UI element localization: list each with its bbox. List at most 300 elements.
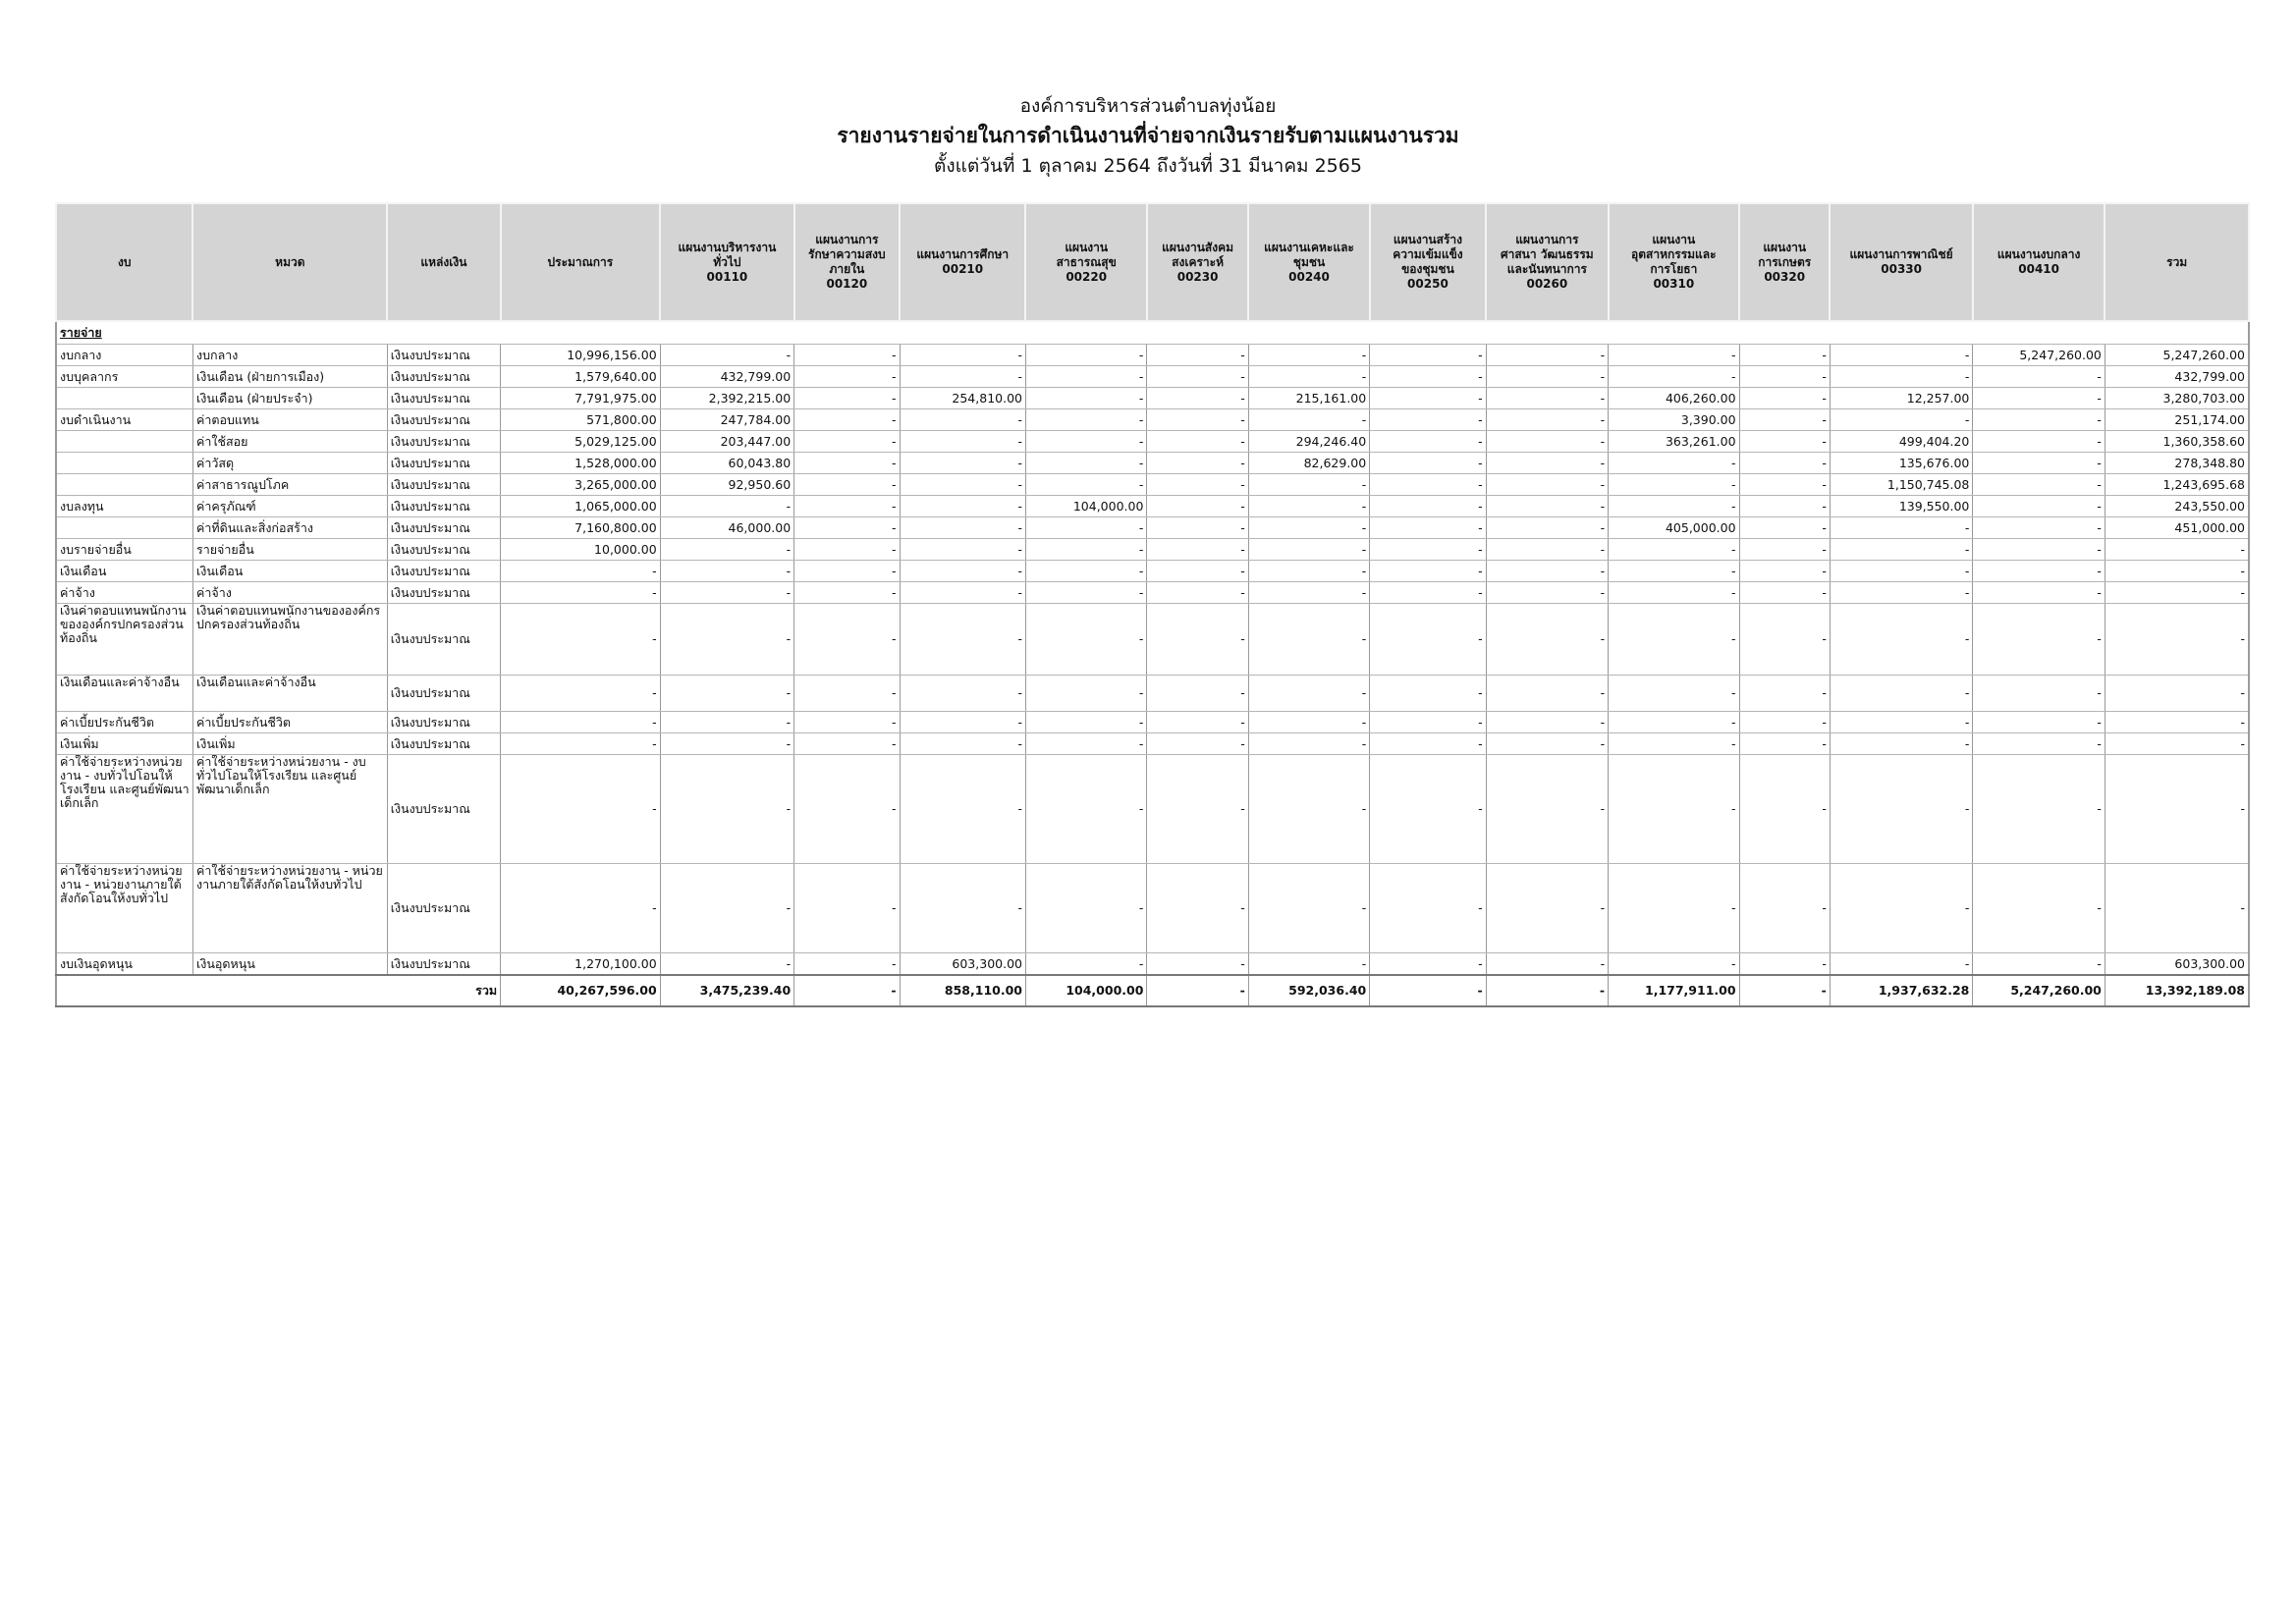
amount-cell: 247,784.00 [660,409,793,431]
amount-cell: - [1609,453,1739,474]
amount-cell: 60,043.80 [660,453,793,474]
amount-cell: - [794,561,900,582]
amount-cell: - [501,712,661,733]
amount-cell: - [794,582,900,604]
amount-cell: - [1609,953,1739,976]
amount-cell: - [1370,409,1486,431]
amount-cell: - [1147,604,1248,676]
amount-cell: - [1739,864,1830,953]
amount-cell: - [1973,755,2105,864]
total-amount-cell: 1,177,911.00 [1609,975,1739,1006]
total-row [56,975,2249,1006]
amount-cell: - [1025,561,1146,582]
amount-cell: - [1147,755,1248,864]
amount-cell: 104,000.00 [1025,496,1146,517]
amount-cell: - [1609,755,1739,864]
amount-cell: - [2105,712,2249,733]
label-cell: เงินงบประมาณ [387,561,500,582]
total-amount-cell: - [794,975,900,1006]
amount-cell: - [1370,864,1486,953]
amount-cell: - [1486,676,1608,712]
amount-cell: - [501,733,661,755]
total-amount-cell: - [1370,975,1486,1006]
label-cell: เงินค่าตอบแทนพนักงานขององค์กรปกครองส่วนท้องถิ่น [56,604,192,676]
amount-cell: - [1973,676,2105,712]
amount-cell: 139,550.00 [1830,496,1973,517]
label-cell: เงินงบประมาณ [387,517,500,539]
amount-cell: - [1739,733,1830,755]
label-cell: เงินงบประมาณ [387,431,500,453]
amount-cell: - [1370,582,1486,604]
label-cell: เงินงบประมาณ [387,733,500,755]
amount-cell: - [1025,453,1146,474]
amount-cell: - [1147,431,1248,453]
amount-cell: - [1486,345,1608,366]
table-row [56,345,2249,366]
amount-cell: - [1609,604,1739,676]
amount-cell: - [794,388,900,409]
amount-cell: - [1025,517,1146,539]
amount-cell: - [1370,539,1486,561]
amount-cell: - [1147,517,1248,539]
amount-cell: - [794,345,900,366]
amount-cell: - [1609,582,1739,604]
amount-cell: - [1025,604,1146,676]
amount-cell: - [1147,345,1248,366]
amount-cell: - [900,496,1025,517]
amount-cell: - [1147,582,1248,604]
section-row [56,321,2249,345]
amount-cell: - [1973,431,2105,453]
amount-cell: - [1739,539,1830,561]
amount-cell: - [660,676,793,712]
amount-cell: - [1609,474,1739,496]
amount-cell: - [900,733,1025,755]
label-cell: เงินงบประมาณ [387,953,500,976]
amount-cell: - [1025,953,1146,976]
amount-cell: - [1486,474,1608,496]
amount-cell: - [1486,561,1608,582]
table-row [56,539,2249,561]
label-cell [56,474,192,496]
amount-cell: - [1739,755,1830,864]
amount-cell: - [1248,539,1369,561]
amount-cell: - [1739,712,1830,733]
amount-cell: - [900,345,1025,366]
amount-cell: - [1973,366,2105,388]
label-cell: เงินเดือน (ฝ่ายประจำ) [192,388,387,409]
amount-cell: 603,300.00 [900,953,1025,976]
label-cell: ค่าจ้าง [56,582,192,604]
amount-cell: - [1248,409,1369,431]
amount-cell: - [501,561,661,582]
amount-cell: - [794,517,900,539]
table-row [56,474,2249,496]
amount-cell: - [501,864,661,953]
amount-cell: - [2105,733,2249,755]
column-header: แผนงาน การเกษตร 00320 [1739,203,1830,321]
amount-cell: - [1025,539,1146,561]
amount-cell: - [660,604,793,676]
label-cell: เงินเดือน [192,561,387,582]
amount-cell: 432,799.00 [660,366,793,388]
amount-cell: 2,392,215.00 [660,388,793,409]
label-cell: เงินงบประมาณ [387,604,500,676]
amount-cell: - [1973,453,2105,474]
amount-cell: - [1973,733,2105,755]
amount-cell: - [794,755,900,864]
amount-cell: - [1830,604,1973,676]
label-cell [56,431,192,453]
amount-cell: - [1486,409,1608,431]
label-cell: ค่าใช้จ่ายระหว่างหน่วยงาน - งบทั่วไปโอนให้โรงเรียน และศูนย์พัฒนาเด็กเล็ก [56,755,192,864]
label-cell: เงินงบประมาณ [387,864,500,953]
amount-cell: - [1248,733,1369,755]
amount-cell: - [1486,712,1608,733]
column-header: แผนงาน สาธารณสุข 00220 [1025,203,1146,321]
amount-cell: - [1486,755,1608,864]
amount-cell: - [1248,755,1369,864]
table-row [56,388,2249,409]
amount-cell: - [1486,953,1608,976]
label-cell: ค่าใช้จ่ายระหว่างหน่วยงาน - หน่วยงานภายใต้สังกัดโอนให้งบทั่วไป [56,864,192,953]
label-cell: เงินเพิ่ม [192,733,387,755]
amount-cell: - [1830,676,1973,712]
amount-cell: - [900,409,1025,431]
amount-cell: - [1609,496,1739,517]
amount-cell: - [1739,582,1830,604]
expenditure-table [55,202,2250,1007]
amount-cell: - [2105,561,2249,582]
amount-cell: - [1025,733,1146,755]
amount-cell: - [900,453,1025,474]
amount-cell: - [900,539,1025,561]
amount-cell: - [1025,712,1146,733]
amount-cell: - [1830,582,1973,604]
total-amount-cell: - [1486,975,1608,1006]
amount-cell: - [1025,755,1146,864]
amount-cell: - [900,517,1025,539]
column-header: แผนงานสังคม สงเคราะห์ 00230 [1147,203,1248,321]
amount-cell: - [1370,676,1486,712]
amount-cell: - [1248,864,1369,953]
table-row [56,755,2249,864]
label-cell: เงินงบประมาณ [387,409,500,431]
amount-cell: - [900,604,1025,676]
table-row [56,517,2249,539]
table-row [56,561,2249,582]
amount-cell: 1,270,100.00 [501,953,661,976]
amount-cell: 499,404.20 [1830,431,1973,453]
amount-cell: - [1609,712,1739,733]
total-label: รวม [56,975,501,1006]
label-cell: งบดำเนินงาน [56,409,192,431]
amount-cell: - [1973,409,2105,431]
amount-cell: 1,360,358.60 [2105,431,2249,453]
table-row [56,496,2249,517]
amount-cell: - [1248,517,1369,539]
table-row [56,712,2249,733]
label-cell [56,388,192,409]
report-period: ตั้งแต่วันที่ 1 ตุลาคม 2564 ถึงวันที่ 31 มีนาคม 2565 [934,155,1362,177]
amount-cell: - [1147,676,1248,712]
amount-cell: 451,000.00 [2105,517,2249,539]
total-amount-cell: - [1739,975,1830,1006]
column-header: แผนงาน อุตสาหกรรมและ การโยธา 00310 [1609,203,1739,321]
amount-cell: - [501,676,661,712]
amount-cell: - [900,431,1025,453]
amount-cell: - [794,453,900,474]
amount-cell: - [1739,561,1830,582]
label-cell: เงินเดือน (ฝ่ายการเมือง) [192,366,387,388]
amount-cell: - [1609,539,1739,561]
label-cell: เงินเดือน [56,561,192,582]
amount-cell: - [1147,388,1248,409]
label-cell: ค่าสาธารณูปโภค [192,474,387,496]
label-cell: ค่าใช้สอย [192,431,387,453]
table-row [56,864,2249,953]
amount-cell: 135,676.00 [1830,453,1973,474]
report-title: รายงานรายจ่ายในการดำเนินงานที่จ่ายจากเงินรายรับตามแผนงานรวม [837,124,1459,147]
amount-cell: - [2105,755,2249,864]
amount-cell: - [1830,539,1973,561]
column-header: แผนงานบริหารงาน ทั่วไป 00110 [660,203,793,321]
amount-cell: - [1739,453,1830,474]
amount-cell: 278,348.80 [2105,453,2249,474]
label-cell: เงินงบประมาณ [387,755,500,864]
label-cell: งบเงินอุดหนุน [56,953,192,976]
amount-cell: - [1370,388,1486,409]
table-row [56,366,2249,388]
amount-cell: 1,065,000.00 [501,496,661,517]
amount-cell: - [794,409,900,431]
amount-cell: - [1609,366,1739,388]
amount-cell: 603,300.00 [2105,953,2249,976]
section-label: รายจ่าย [60,325,102,340]
amount-cell: - [1370,345,1486,366]
amount-cell: - [1025,582,1146,604]
amount-cell: - [1486,539,1608,561]
label-cell: งบรายจ่ายอื่น [56,539,192,561]
amount-cell: 82,629.00 [1248,453,1369,474]
label-cell: เงินเดือนและค่าจ้างอื่น [56,676,192,712]
amount-cell: - [1830,409,1973,431]
label-cell: เงินงบประมาณ [387,496,500,517]
amount-cell: - [1609,733,1739,755]
label-cell: งบกลาง [56,345,192,366]
amount-cell: - [1248,953,1369,976]
amount-cell: - [2105,864,2249,953]
amount-cell: - [1025,366,1146,388]
amount-cell: - [1370,755,1486,864]
label-cell: เงินงบประมาณ [387,388,500,409]
table-row [56,582,2249,604]
label-cell: ค่าที่ดินและสิ่งก่อสร้าง [192,517,387,539]
label-cell: ค่าตอบแทน [192,409,387,431]
amount-cell: - [1830,366,1973,388]
amount-cell: - [660,733,793,755]
column-header: แผนงานการ ศาสนา วัฒนธรรม และนันทนาการ 00260 [1486,203,1608,321]
amount-cell: - [794,539,900,561]
amount-cell: - [1370,431,1486,453]
amount-cell: - [1739,474,1830,496]
amount-cell: - [1147,409,1248,431]
amount-cell: - [794,953,900,976]
amount-cell: - [1248,561,1369,582]
amount-cell: - [900,676,1025,712]
amount-cell: - [1486,388,1608,409]
total-amount-cell: 592,036.40 [1248,975,1369,1006]
table-row [56,453,2249,474]
amount-cell: 5,247,260.00 [1973,345,2105,366]
label-cell: เงินค่าตอบแทนพนักงานขององค์กรปกครองส่วนท้องถิ่น [192,604,387,676]
label-cell: ค่าครุภัณฑ์ [192,496,387,517]
amount-cell: - [1739,496,1830,517]
amount-cell: - [1739,517,1830,539]
amount-cell: - [1973,388,2105,409]
amount-cell: 7,160,800.00 [501,517,661,539]
amount-cell: 405,000.00 [1609,517,1739,539]
column-header: แผนงานสร้าง ความเข้มแข็ง ของชุมชน 00250 [1370,203,1486,321]
amount-cell: - [794,864,900,953]
total-amount-cell: 858,110.00 [900,975,1025,1006]
total-amount-cell: - [1147,975,1248,1006]
amount-cell: - [660,864,793,953]
amount-cell: 254,810.00 [900,388,1025,409]
amount-cell: - [2105,582,2249,604]
label-cell: เงินอุดหนุน [192,953,387,976]
label-cell: งบกลาง [192,345,387,366]
amount-cell: - [1486,431,1608,453]
amount-cell: - [1147,453,1248,474]
amount-cell: - [1147,366,1248,388]
total-amount-cell: 5,247,260.00 [1973,975,2105,1006]
amount-cell: - [1147,953,1248,976]
amount-cell: - [1370,561,1486,582]
amount-cell: - [1973,864,2105,953]
amount-cell: - [794,676,900,712]
amount-cell: - [1486,366,1608,388]
amount-cell: - [1973,561,2105,582]
amount-cell: - [794,604,900,676]
amount-cell: - [900,712,1025,733]
column-header: แผนงานการ รักษาความสงบ ภายใน 00120 [794,203,900,321]
amount-cell: - [1973,517,2105,539]
amount-cell: - [794,733,900,755]
label-cell: เงินงบประมาณ [387,539,500,561]
amount-cell: - [1025,431,1146,453]
label-cell: เงินงบประมาณ [387,366,500,388]
amount-cell: - [1830,561,1973,582]
amount-cell: 7,791,975.00 [501,388,661,409]
label-cell: ค่าใช้จ่ายระหว่างหน่วยงาน - หน่วยงานภายใต้สังกัดโอนให้งบทั่วไป [192,864,387,953]
amount-cell: 12,257.00 [1830,388,1973,409]
amount-cell: - [1973,953,2105,976]
amount-cell: - [660,712,793,733]
total-amount-cell: 13,392,189.08 [2105,975,2249,1006]
amount-cell: - [1486,733,1608,755]
table-row [56,409,2249,431]
amount-cell: - [1830,345,1973,366]
report-header [0,92,2296,181]
amount-cell: - [1739,366,1830,388]
amount-cell: 1,528,000.00 [501,453,661,474]
amount-cell: 294,246.40 [1248,431,1369,453]
amount-cell: 406,260.00 [1609,388,1739,409]
amount-cell: - [1370,517,1486,539]
amount-cell: - [1370,953,1486,976]
amount-cell: - [2105,539,2249,561]
amount-cell: - [1486,864,1608,953]
amount-cell: - [1248,604,1369,676]
amount-cell: - [1973,712,2105,733]
label-cell: ค่าจ้าง [192,582,387,604]
total-amount-cell: 1,937,632.28 [1830,975,1973,1006]
label-cell: งบบุคลากร [56,366,192,388]
amount-cell: - [1248,366,1369,388]
amount-cell: - [1973,604,2105,676]
amount-cell: 3,390.00 [1609,409,1739,431]
amount-cell: - [1370,453,1486,474]
amount-cell: - [660,582,793,604]
amount-cell: - [1248,345,1369,366]
label-cell: เงินงบประมาณ [387,345,500,366]
table-row [56,676,2249,712]
amount-cell: - [1147,561,1248,582]
amount-cell: - [1147,496,1248,517]
amount-cell: - [1739,953,1830,976]
amount-cell: - [794,496,900,517]
amount-cell: - [660,755,793,864]
amount-cell: 10,000.00 [501,539,661,561]
amount-cell: - [1248,712,1369,733]
column-header: รวม [2105,203,2249,321]
amount-cell: - [1973,539,2105,561]
amount-cell: - [1486,517,1608,539]
amount-cell: - [1486,582,1608,604]
amount-cell: - [1973,474,2105,496]
label-cell: งบลงทุน [56,496,192,517]
amount-cell: - [1370,733,1486,755]
amount-cell: - [1147,474,1248,496]
label-cell: เงินเดือนและค่าจ้างอื่น [192,676,387,712]
amount-cell: - [900,561,1025,582]
amount-cell: - [1370,474,1486,496]
amount-cell: - [1248,582,1369,604]
amount-cell: - [1830,517,1973,539]
amount-cell: 10,996,156.00 [501,345,661,366]
label-cell [56,517,192,539]
amount-cell: - [1830,864,1973,953]
amount-cell: - [1739,676,1830,712]
amount-cell: - [900,474,1025,496]
amount-cell: 5,029,125.00 [501,431,661,453]
column-header: ประมาณการ [501,203,661,321]
amount-cell: - [660,539,793,561]
amount-cell: - [1609,345,1739,366]
label-cell: เงินงบประมาณ [387,582,500,604]
amount-cell: - [1147,539,1248,561]
amount-cell: - [660,953,793,976]
amount-cell: - [900,755,1025,864]
amount-cell: - [794,712,900,733]
amount-cell: - [1248,676,1369,712]
amount-cell: - [1025,388,1146,409]
table-row [56,733,2249,755]
label-cell: ค่าเบี้ยประกันชีวิต [56,712,192,733]
organization-name: องค์การบริหารส่วนตำบลทุ่งน้อย [1019,95,1277,117]
amount-cell: - [1739,604,1830,676]
